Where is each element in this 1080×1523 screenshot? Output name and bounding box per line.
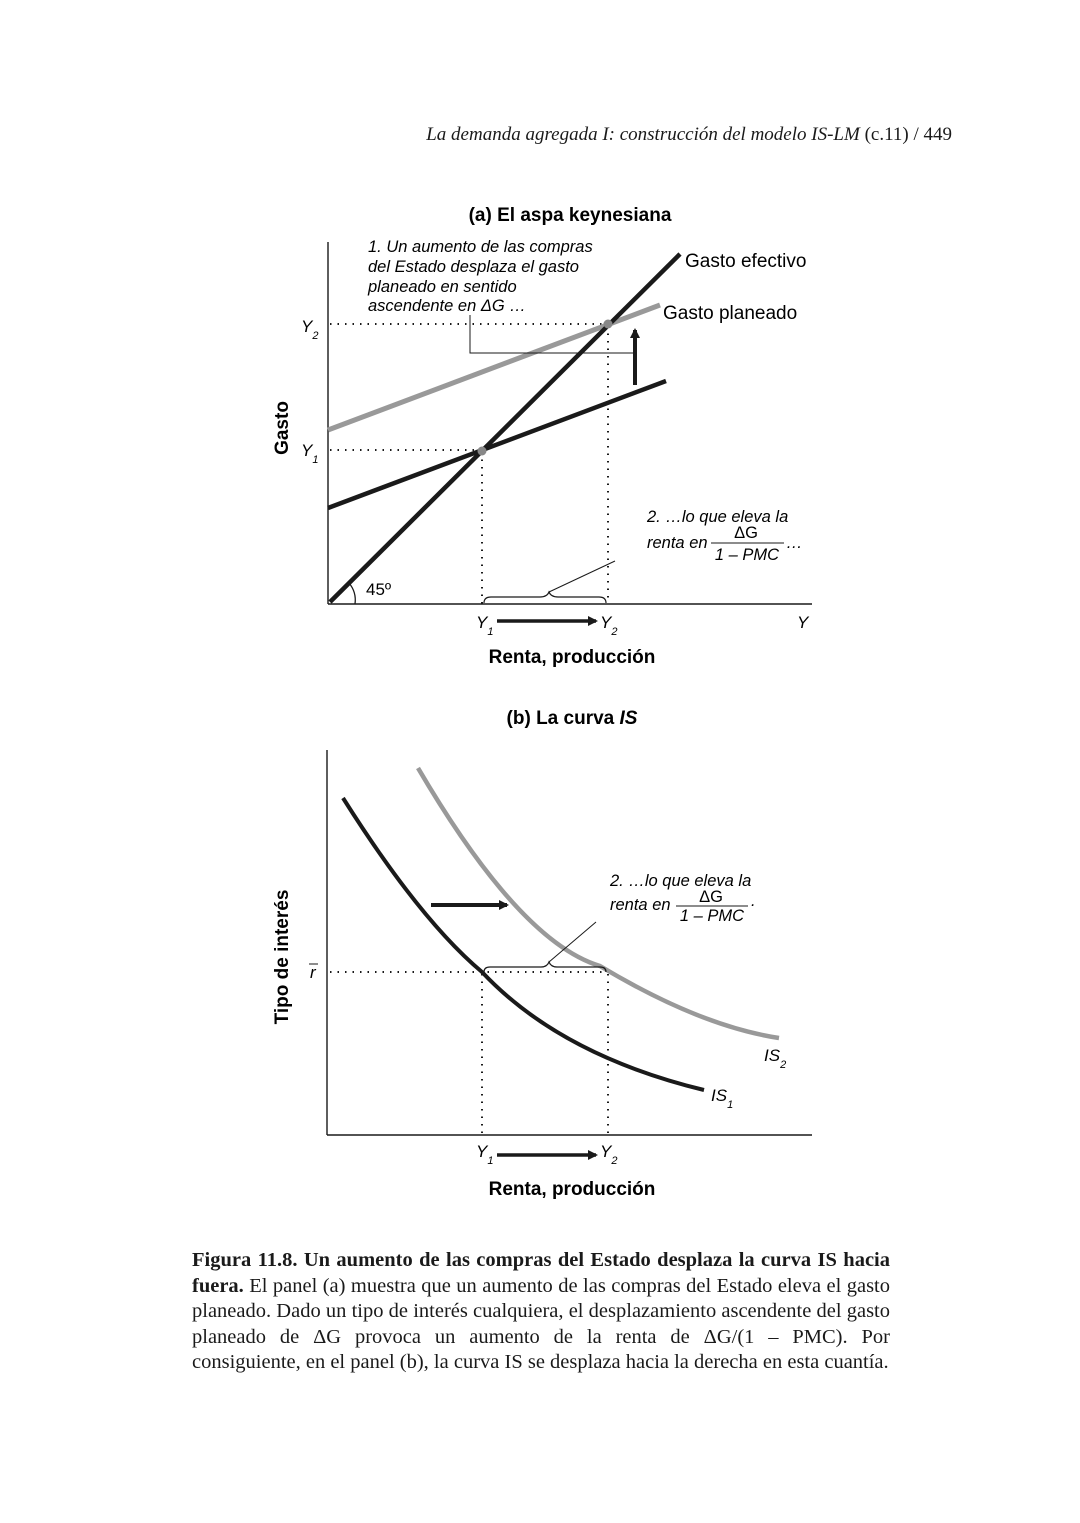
note-1-line-4: ascendente en ΔG …	[368, 297, 526, 315]
panel-b-x-y1: $Y_1$	[476, 1142, 494, 1167]
caption-body: El panel (a) muestra que un aumento de las compras del Estado eleva el gasto planeado. Dado un tipo de interés cualquiera, el desplazamiento ascendente del gasto planeado de ΔG provoca un aumento de la renta de ΔG/(1 – PMC). Por consiguiente, en el panel (b), la curva IS se desplaza hacia la derecha en esta cuantía.	[192, 1274, 890, 1373]
figure-caption	[192, 1248, 890, 1376]
panel-a-note-1	[367, 238, 593, 315]
panel-b	[272, 708, 812, 1200]
panel-a-planned-label: Gasto planeado	[663, 303, 798, 324]
panel-b-note-numerator: ΔG	[699, 888, 723, 906]
panel-b-x-y2: $Y_2$	[600, 1142, 618, 1167]
panel-a-planned-line-old	[328, 381, 666, 508]
note-2-line-1: 2. …lo que eleva la	[647, 508, 789, 526]
note-2-denominator: 1 – PMC	[714, 546, 780, 564]
running-title: La demanda agregada I: construcción del modelo IS-LM	[426, 124, 860, 145]
panel-b-r-label: r	[310, 963, 316, 982]
panel-a-title: (a) El aspa keynesiana	[468, 205, 672, 226]
panel-a-y2-tick: $Y_2$	[301, 317, 319, 342]
note-1-line-3: planeado en sentido	[368, 278, 517, 296]
panel-b-is2-label: $IS_2$	[764, 1046, 787, 1071]
header-separator: /	[913, 124, 919, 145]
note-1-line-1: 1. Un aumento de las compras	[368, 238, 593, 256]
panel-a-brace	[484, 592, 606, 603]
panel-a-x-y2: $Y_2$	[600, 613, 618, 638]
panel-b-note	[609, 872, 756, 925]
panel-a	[272, 205, 812, 668]
caption-lead: Figura 11.8. Un aumento de las compras del Estado desplaza la curva IS hacia fuera.	[192, 1249, 890, 1297]
note-2-suffix: …	[786, 534, 803, 552]
panel-a-x-axis-label: Renta, producción	[488, 647, 656, 668]
panel-b-note-suffix: .	[751, 892, 756, 910]
panel-a-x-end-label: Y	[797, 613, 809, 632]
panel-a-equilibrium-2	[604, 320, 613, 329]
panel-a-angle-label: 45º	[366, 580, 392, 599]
panel-b-note-prefix: renta en	[610, 896, 671, 914]
panel-a-y-axis-label: Gasto	[272, 401, 293, 455]
chapter-ref: (c.11)	[864, 124, 909, 145]
note-2-prefix: renta en	[647, 534, 708, 552]
note-2-numerator: ΔG	[734, 524, 758, 542]
panel-a-note-2	[646, 508, 803, 564]
panel-b-title: (b) La curva IS	[506, 708, 638, 729]
panel-a-x-y1: $Y_1$	[476, 613, 494, 638]
panel-a-actual-label: Gasto efectivo	[685, 251, 807, 272]
panel-a-note-2-leader	[549, 561, 615, 592]
page-number: 449	[923, 124, 952, 145]
panel-a-y1-tick: $Y_1$	[301, 441, 319, 466]
note-1-line-2: del Estado desplaza el gasto	[368, 258, 579, 276]
panel-b-is1-curve	[343, 798, 704, 1090]
panel-b-is1-label: $IS_1$	[711, 1086, 734, 1111]
panel-b-x-axis-label: Renta, producción	[488, 1179, 656, 1200]
panel-b-note-denominator: 1 – PMC	[679, 907, 745, 925]
panel-b-y-axis-label: Tipo de interés	[272, 889, 293, 1025]
panel-a-equilibrium-1	[478, 447, 487, 456]
panel-b-note-line-1: 2. …lo que eleva la	[610, 872, 752, 890]
panel-a-angle-arc	[349, 583, 355, 604]
